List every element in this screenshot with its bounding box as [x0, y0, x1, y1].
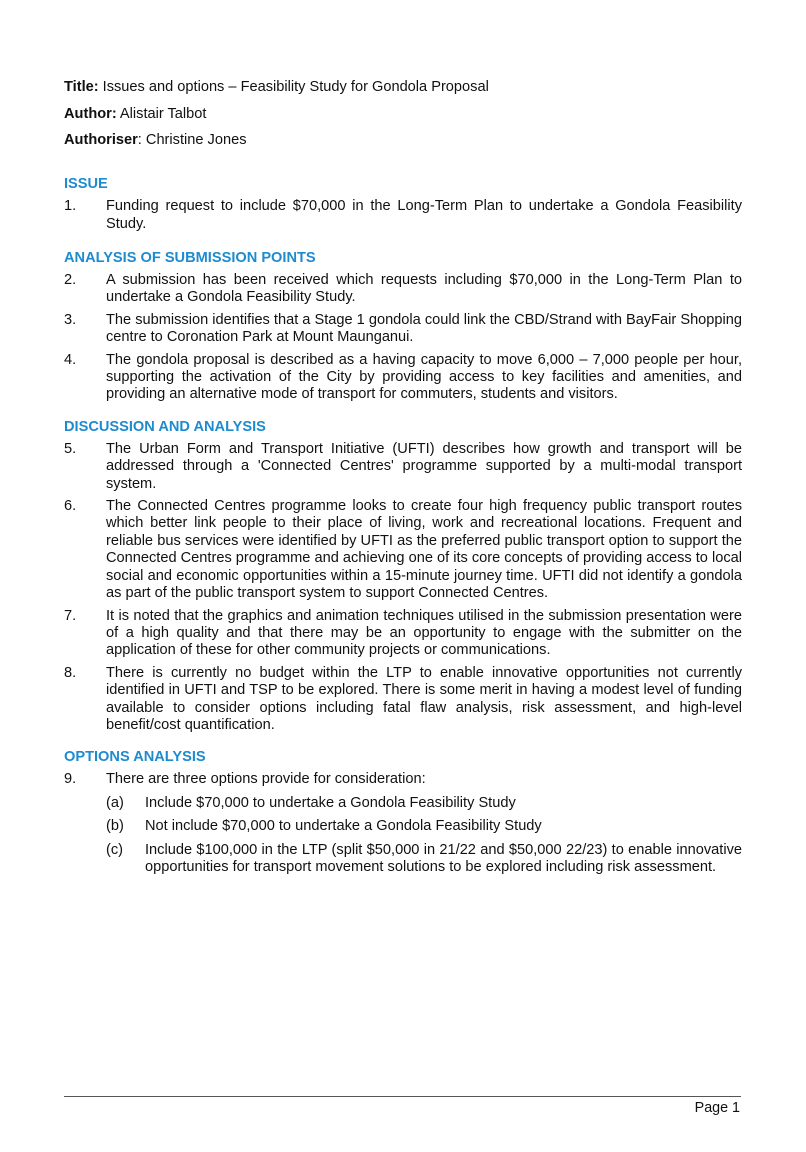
sub-list-item — [106, 818, 742, 835]
list-item — [64, 352, 742, 404]
list-item — [64, 665, 742, 735]
list-item — [64, 771, 742, 788]
author-label: Author: — [64, 105, 117, 122]
subitem-letter: (a) — [106, 794, 124, 811]
subitem-text: Include $100,000 in the LTP (split $50,000 in 21/22 and $50,000 22/23) to enable innovative opportunities for transport movement solutions to be explored including risk assessment. — [145, 841, 742, 875]
item-number: 5. — [64, 440, 77, 457]
item-number: 3. — [64, 311, 77, 328]
section-heading-discussion: DISCUSSION AND ANALYSIS — [64, 418, 266, 435]
item-number: 1. — [64, 198, 77, 215]
sub-list-item — [106, 842, 742, 877]
document-metadata — [64, 78, 742, 149]
subitem-letter: (b) — [106, 818, 124, 835]
item-number: 8. — [64, 664, 77, 681]
page-number: Page 1 — [694, 1100, 740, 1116]
list-item — [64, 608, 742, 660]
document-body — [64, 78, 742, 876]
authoriser-label: Authoriser — [64, 132, 138, 149]
author-value: Alistair Talbot — [116, 105, 207, 122]
footer-divider — [64, 1096, 741, 1097]
title-value: Issues and options – Feasibility Study for Gondola Proposal — [98, 79, 489, 95]
item-text: The Urban Form and Transport Initiative (UFTI) describes how growth and transport will be addressed through a 'Connected Centres' programme supported by a multi-modal transport system. — [106, 440, 742, 492]
item-number: 9. — [64, 771, 77, 788]
item-number: 7. — [64, 607, 77, 624]
list-item — [64, 498, 742, 602]
subitem-text: Not include $70,000 to undertake a Gondola Feasibility Study — [145, 818, 542, 835]
item-text: There are three options provide for consideration: — [106, 771, 426, 788]
list-item — [64, 441, 742, 493]
list-item — [64, 272, 742, 307]
item-text: The gondola proposal is described as a having capacity to move 6,000 – 7,000 people per hour, supporting the activation of the City by providing access to key facilities and amenities, and providing an alternative mode of transport for commuters, students and visitors. — [106, 351, 742, 403]
authoriser-line — [64, 131, 742, 149]
section-heading-submission: ANALYSIS OF SUBMISSION POINTS — [64, 250, 316, 266]
item-text: The submission identifies that a Stage 1 gondola could link the CBD/Strand with BayFair Shopping centre to Coronation Park at Mount Maunganui. — [106, 311, 743, 346]
sub-list-item — [106, 795, 742, 812]
item-number: 4. — [64, 351, 77, 368]
list-item — [64, 198, 742, 233]
list-item — [64, 312, 742, 347]
title-label: Title: — [64, 79, 99, 95]
subitem-text: Include $70,000 to undertake a Gondola Feasibility Study — [145, 794, 516, 811]
subitem-letter: (c) — [106, 841, 124, 858]
authoriser-value: : Christine Jones — [137, 132, 247, 149]
item-number: 2. — [64, 272, 77, 288]
title-line — [64, 78, 742, 96]
section-heading-options: OPTIONS ANALYSIS — [64, 749, 206, 766]
item-text: A submission has been received which requests including $70,000 in the Long-Term Plan to undertake a Gondola Feasibility Study. — [106, 272, 742, 306]
section-heading-issue: ISSUE — [64, 176, 108, 193]
item-text: Funding request to include $70,000 in the Long-Term Plan to undertake a Gondola Feasibility Study. — [106, 198, 742, 232]
item-text: There is currently no budget within the LTP to enable innovative opportunities not currently identified in UFTI and TSP to be explored. There is some merit in having a modest level of funding available to consider options including fatal flaw analysis, risk assessment, and high-level benefit/cost quantification. — [106, 664, 742, 733]
item-text: The Connected Centres programme looks to create four high frequency public transport routes which better link people to their place of living, work and recreational locations. Frequent and reliable bus services were identified by UFTI as the preferred public transport option to support the Connected Centres programme and achieving one of its core concepts of providing access to local social and economic opportunities within a 15-minute journey time. UFTI did not identify a gondola as part of the public transport system to support Connected Centres. — [106, 498, 742, 602]
item-number: 6. — [64, 498, 77, 515]
item-text: It is noted that the graphics and animation techniques utilised in the submission presentation were of a high quality and that there may be an opportunity to engage with the submitter on the application of these for other community projects or communications. — [106, 607, 742, 659]
author-line — [64, 105, 742, 123]
